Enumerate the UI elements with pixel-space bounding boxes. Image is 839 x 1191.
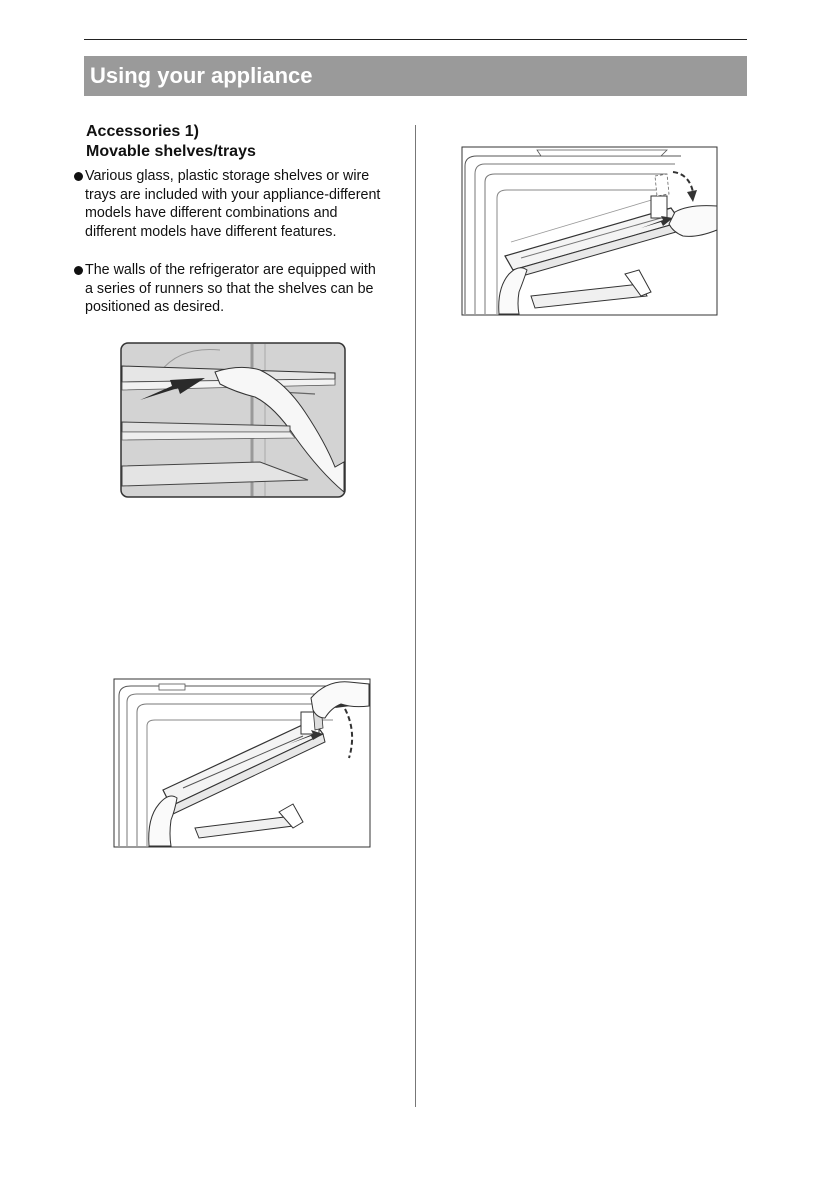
- section-title: Using your appliance: [90, 63, 313, 88]
- bullet-item-shelves: [74, 167, 384, 241]
- bullet-item-runners: [74, 261, 384, 317]
- bullet-text: The walls of the refrigerator are equipped with a series of runners so that the shelves can be positioned as desired.: [85, 262, 376, 316]
- column-divider: [415, 125, 416, 1107]
- accessories-heading: Accessories 1): [86, 123, 199, 140]
- door-bin-removal-illustration: [113, 678, 371, 848]
- movable-shelves-subheading: Movable shelves/trays: [86, 143, 256, 160]
- door-bin-installation-illustration: [461, 146, 718, 316]
- bullet-dot-icon: [74, 172, 83, 181]
- section-title-banner: [84, 56, 747, 96]
- shelf-insertion-illustration: [120, 342, 346, 498]
- bullet-text: Various glass, plastic storage shelves or wire trays are included with your appliance-different models have different combinations and different models have different features.: [85, 168, 381, 240]
- bullet-dot-icon: [74, 266, 83, 275]
- top-rule: [84, 39, 747, 40]
